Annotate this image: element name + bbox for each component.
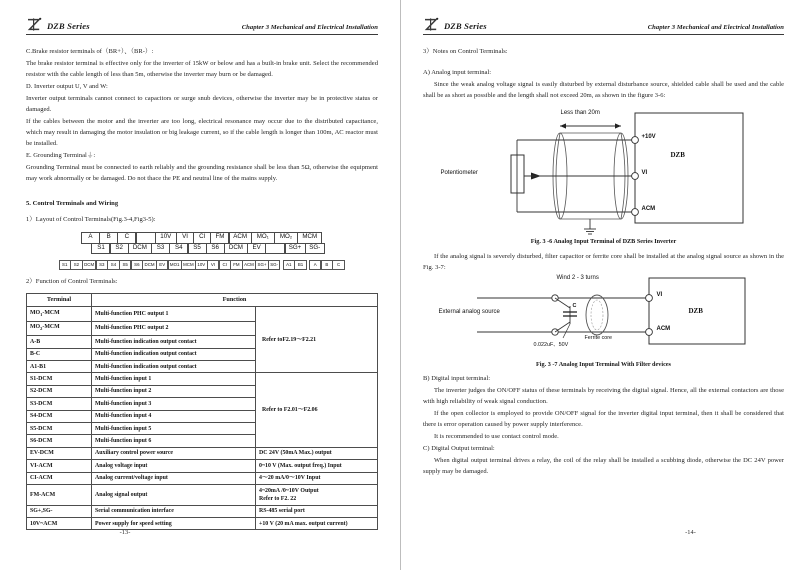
cell-function: Auxiliary control power source	[92, 447, 256, 459]
label-terminal-vi: VI	[656, 292, 663, 299]
terminal-cell: SG-	[305, 243, 325, 255]
label-terminal-vi: VI	[641, 169, 648, 176]
cell-function: Multi-function input 3	[92, 398, 256, 410]
terminal-cell: FM	[210, 232, 229, 244]
cell-terminal: S3-DCM	[27, 398, 92, 410]
strip-terminal-cell: A	[309, 260, 321, 269]
figure-3-6	[439, 107, 769, 235]
section-b-text-2: If the open collector is employed to provide ON/OFF signal for the inverter digital input terminal, then it shall be considered that there is error operation caused by power supply interference.	[423, 410, 784, 429]
cell-terminal: $MO_1$-MCM	[27, 307, 92, 322]
label-terminal-acm: ACM	[656, 326, 671, 333]
cell-function: Analog signal output	[92, 484, 256, 505]
strip-terminal-cell: VI	[207, 260, 219, 269]
label-potentiometer: Potentiometer	[440, 169, 478, 176]
strip-terminal-cell: B	[321, 260, 333, 269]
paragraph-brake-body: The brake resistor terminal is effective only for the inverter of 15kW or below and has a built-in brake unit. Select the recommended resistor with the cable length of less than 5m, otherwise the inverter may burn or be damaged.	[26, 59, 378, 78]
label-terminal-10v: +10V	[641, 133, 656, 140]
cell-terminal: S1-DCM	[27, 373, 92, 385]
strip-terminal-cell: SG+	[255, 260, 268, 269]
right-page-body	[423, 46, 784, 477]
section-c-text: When digital output terminal drives a relay, the coil of the relay shall be installed a scubbing diode, otherwise the DC 24V power supply may be damaged.	[423, 456, 784, 475]
terminal-cell-empty	[265, 243, 285, 255]
subsection-function-heading: 2）Function of Control Terminals:	[26, 277, 118, 285]
table-row	[27, 307, 378, 322]
cell-terminal: S6-DCM	[27, 435, 92, 447]
section-b-text-1: The inverter judges the ON/OFF status of these terminals by receiving the digital signal. Hence, all the external contactors are those with high reliability of weak signal conduction.	[423, 387, 784, 406]
cell-function: Analog voltage input	[92, 460, 256, 472]
paragraph-ground-body: Grounding Terminal must be connected to earth reliably and the grounding resistance shall be less than 5Ω, otherwise the equipment may work abnormally or be damaged. Do not thace the PE and neutral line of the mains supply.	[26, 163, 378, 182]
section-b-text-3: It is recommended to use contact control mode.	[434, 433, 559, 441]
figure-3-7-caption: Fig. 3 -7 Analog Input Terminal With Filter devices	[536, 361, 671, 369]
column-header-function: Function	[92, 293, 378, 306]
cell-function: Multi-function indication output contact	[92, 361, 256, 373]
strip-terminal-cell: DCM	[82, 260, 96, 269]
cell-terminal: 10V~ACM	[27, 517, 92, 529]
zl-logo-icon	[26, 17, 43, 32]
cell-note: 0~10 V (Max. output freq.) Input	[256, 460, 378, 472]
terminal-cell: S1	[91, 243, 110, 255]
terminal-cell: 10V	[155, 232, 177, 244]
cell-function: Multi-function input 6	[92, 435, 256, 447]
cell-terminal: CI-ACM	[27, 472, 92, 484]
terminal-cell: EV	[247, 243, 266, 255]
label-device-dzb: DZB	[688, 307, 703, 316]
cell-terminal: A1-B1	[27, 361, 92, 373]
table-row	[27, 484, 378, 505]
cell-terminal: $MO_2$-MCM	[27, 321, 92, 336]
cell-note: Refer toF2.19～F2.21	[256, 307, 378, 373]
terminal-cell: DCM	[128, 243, 152, 255]
label-capacitor-value: 0.022uF、50V	[533, 342, 569, 349]
strip-terminal-cell: S3	[96, 260, 108, 269]
strip-terminal-cell: S6	[131, 260, 143, 269]
control-terminal-function-table	[26, 293, 378, 530]
terminal-cell: B	[99, 232, 118, 244]
table-row	[27, 505, 378, 517]
terminal-cell: S5	[188, 243, 207, 255]
cell-terminal: EV-DCM	[27, 447, 92, 459]
strip-terminal-cell: SG-	[268, 260, 280, 269]
table-row	[27, 447, 378, 459]
terminal-cell: MCM	[297, 232, 322, 244]
strip-terminal-cell: A1	[283, 260, 295, 269]
cell-note: DC 24V (50mA Max.) output	[256, 447, 378, 459]
terminal-cell: DCM	[224, 243, 248, 255]
terminal-row-lower	[92, 243, 324, 255]
page-header-left	[26, 10, 378, 35]
cell-terminal: FM-ACM	[27, 484, 92, 505]
paragraph-brake-title: C.Brake resistor terminals of（BR+）、（BR-）:	[26, 48, 154, 55]
label-capacitor-c: C	[572, 303, 577, 310]
chapter-header: Chapter 3 Mechanical and Electrical Installation	[241, 24, 378, 31]
strip-terminal-cell: S2	[70, 260, 82, 269]
left-page-body	[26, 46, 378, 530]
strip-terminal-cell: 10V	[195, 260, 207, 269]
terminal-cell: SG+	[285, 243, 306, 255]
cell-function: Multi-function PHC output 1	[92, 307, 256, 322]
spacer	[26, 185, 378, 198]
strip-terminal-cell: FM	[230, 260, 242, 269]
strip-terminal-cell: B1	[294, 260, 306, 269]
brand-block	[26, 17, 90, 32]
subsection-notes-heading: 3）Notes on Control Terminals:	[423, 48, 508, 55]
cell-terminal: VI-ACM	[27, 460, 92, 472]
cell-function: Multi-function indication output contact	[92, 336, 256, 348]
page-number-left: -13-	[119, 529, 131, 536]
cell-function: Multi-function input 5	[92, 423, 256, 435]
cell-terminal: S5-DCM	[27, 423, 92, 435]
cell-note: Refer to F2.01～F2.06	[256, 373, 378, 447]
cell-note: 4~20mA /0~10V Output Refer to F2. 22	[256, 484, 378, 505]
spacer	[423, 58, 784, 67]
section-c-heading: C) Digital Output terminal:	[423, 444, 495, 452]
strip-terminal-cell: DCM	[142, 260, 156, 269]
label-terminal-acm: ACM	[641, 205, 656, 212]
strip-terminal-cell: S1	[59, 260, 71, 269]
cell-function: Multi-function indication output contact	[92, 348, 256, 360]
subsection-layout-heading: 1）Layout of Control Terminals(Fig.3-4,Fig3-5):	[26, 215, 156, 223]
right-page	[400, 0, 800, 570]
cell-terminal: A-B	[27, 336, 92, 348]
cell-note: 4～20 mA/0～10V Input	[256, 472, 378, 484]
section-heading-control-terminals: 5. Control Terminals and Wiring	[26, 199, 119, 207]
figure-3-7	[439, 276, 769, 358]
zl-logo-icon	[423, 17, 440, 32]
cell-note: +10 V (20 mA max. output current)	[256, 517, 378, 529]
brand-name: DZB Series	[444, 21, 487, 31]
paragraph-ground-title: E. Grounding Terminal⏚:	[26, 151, 96, 159]
terminal-cell: MO₂	[274, 232, 298, 244]
cell-function: Serial communication interface	[92, 505, 256, 517]
terminal-cell: ACM	[229, 232, 252, 244]
table-row	[27, 472, 378, 484]
section-b-heading: B) Digital input terminal:	[423, 375, 491, 383]
column-header-terminal: Terminal	[27, 293, 92, 306]
label-external-analog-source: External analog source	[438, 309, 500, 316]
cell-terminal: S4-DCM	[27, 410, 92, 422]
filter-note-text: If the analog signal is severely disturbed, filter capacitor or ferrite core shall be installed at the analog signal source as shown in the Fig. 3-7:	[423, 252, 784, 272]
terminal-cell: S6	[206, 243, 225, 255]
terminal-cell: S2	[110, 243, 129, 255]
strip-terminal-cell: MCM	[181, 260, 196, 269]
section-a-heading: A) Analog input terminal:	[423, 68, 492, 76]
page-header-right	[423, 10, 784, 35]
strip-terminal-cell: S4	[107, 260, 119, 269]
terminal-layout-diagram	[26, 232, 378, 255]
strip-terminal-cell: EV	[156, 260, 168, 269]
cell-function: Multi-function input 1	[92, 373, 256, 385]
figure-3-6-caption: Fig. 3 -6 Analog Input Terminal of DZB Series Inverter	[530, 237, 677, 245]
label-device-dzb: DZB	[670, 150, 685, 159]
table-row	[27, 517, 378, 529]
strip-terminal-cell: C	[332, 260, 344, 269]
cell-function: Power supply for speed setting	[92, 517, 256, 529]
terminal-cell: A	[81, 232, 100, 244]
strip-terminal-cell: ACM	[242, 260, 256, 269]
terminal-cell: VI	[176, 232, 194, 244]
chapter-header: Chapter 3 Mechanical and Electrical Installation	[647, 24, 784, 31]
cell-terminal: B-C	[27, 348, 92, 360]
table-row	[27, 460, 378, 472]
terminal-cell: MO₁	[251, 232, 275, 244]
cell-terminal: SG+,SG-	[27, 505, 92, 517]
terminal-strip-diagram	[26, 260, 378, 269]
strip-terminal-cell: CI	[219, 260, 231, 269]
terminal-cell: CI	[193, 232, 211, 244]
terminal-cell: S3	[151, 243, 170, 255]
cell-note: RS-485 serial port	[256, 505, 378, 517]
paragraph-output-title: D. Inverter output U, V and W:	[26, 82, 108, 90]
label-ferrite-core: Ferrite core	[584, 335, 613, 342]
label-cable-length: Less than 20m	[560, 109, 600, 116]
table-row	[27, 373, 378, 385]
paragraph-output-body: Inverter output terminals cannot connect to capacitors or surge snub devices, otherwise the inverter may be in protective status or damaged.	[26, 94, 378, 113]
table-header-row	[27, 293, 378, 306]
brand-block	[423, 17, 487, 32]
paragraph-cable-length: If the cables between the motor and the inverter are too long, electrical resonance may occur due to the distributed capacitance, which may result in damaging the motor insulation or big leakage current, so if the cable length is longer than 100m, AC reactor must be installed.	[26, 117, 378, 147]
cell-function: Multi-function PHC output 2	[92, 321, 256, 336]
label-winding-turns: Wind 2 - 3 turns	[556, 275, 599, 282]
cell-function: Multi-function input 2	[92, 385, 256, 397]
brand-name: DZB Series	[47, 21, 90, 31]
strip-terminal-cell: S5	[119, 260, 131, 269]
cell-function: Analog current/voltage input	[92, 472, 256, 484]
cell-terminal: S2-DCM	[27, 385, 92, 397]
page-number-right: -14-	[685, 529, 696, 536]
terminal-cell: S4	[169, 243, 188, 255]
strip-terminal-cell: MO1	[168, 260, 182, 269]
cell-function: Multi-function input 4	[92, 410, 256, 422]
terminal-cell: C	[117, 232, 136, 244]
section-a-text: Since the weak analog voltage signal is easily disturbed by external disturbance source, shielded cable shall be used and the cable shall be as short as possible and the length shall not exceed 20m, as shown in the figure 3-6:	[423, 80, 784, 99]
